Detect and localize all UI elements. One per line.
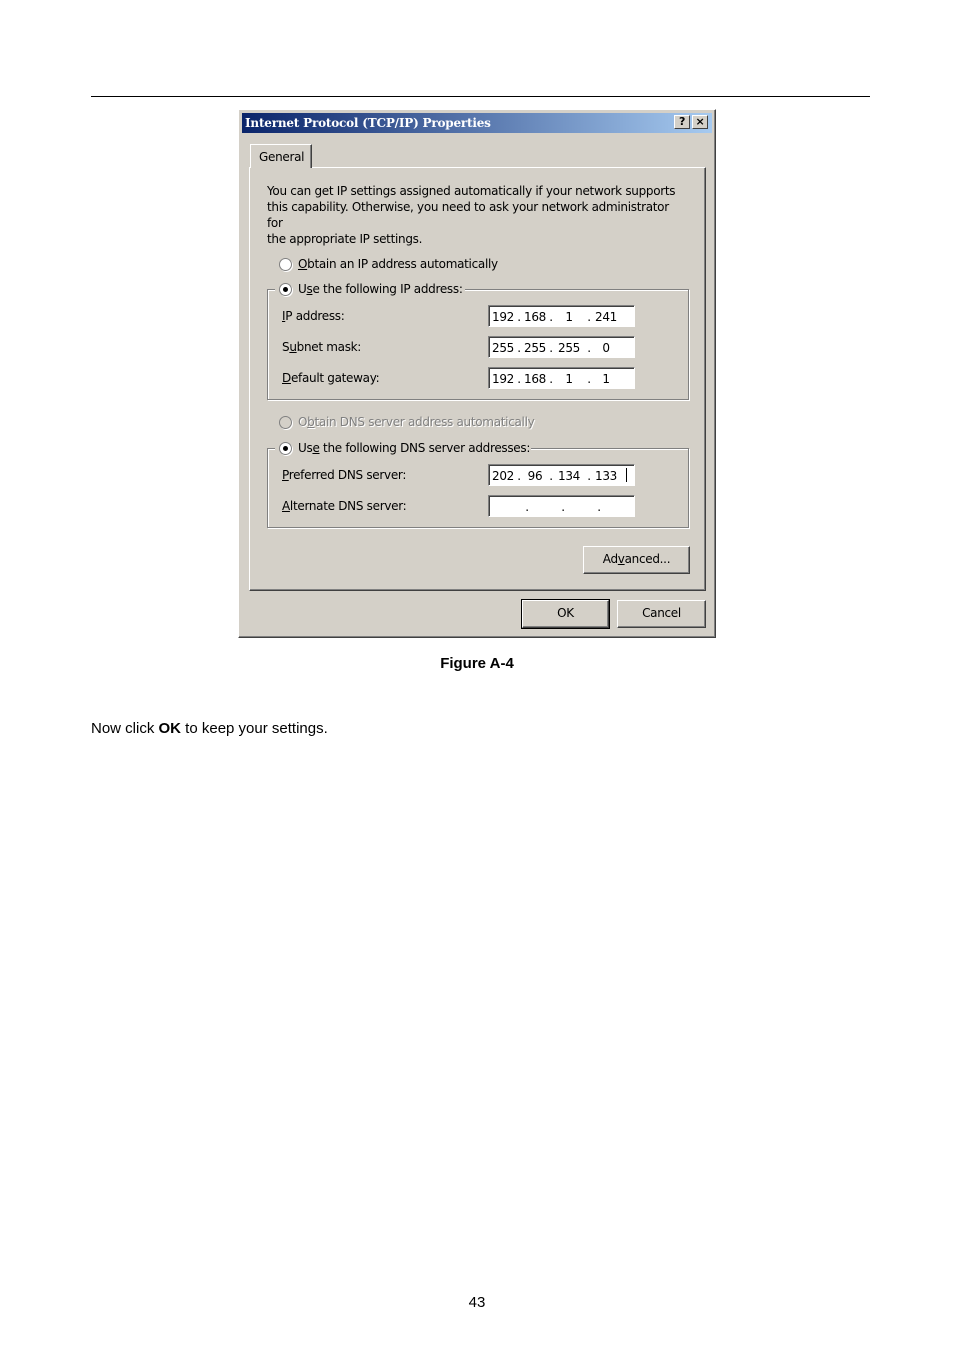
instruction-text: Now click OK to keep your settings. [91, 720, 328, 737]
mask-octet-2[interactable]: 255 [523, 341, 546, 355]
page-number: 43 [468, 1294, 486, 1311]
title-bar[interactable] [242, 113, 712, 133]
ip-address-input[interactable]: 192 . 168 . 1 . 241 [488, 305, 635, 327]
cancel-button[interactable]: Cancel [617, 600, 706, 628]
use-following-ip-label[interactable]: Use the following IP address: [298, 282, 463, 296]
pdns-octet-2[interactable]: 96 [527, 469, 543, 483]
default-gateway-label: Default gateway: [282, 371, 380, 385]
gateway-octet-4[interactable]: 1 [602, 372, 610, 386]
advanced-button[interactable]: Advanced... [583, 546, 690, 574]
subnet-mask-input[interactable]: 255 . 255 . 255 . 0 [488, 336, 635, 358]
tcpip-properties-dialog [238, 109, 716, 638]
tab-general-label: General [259, 150, 305, 164]
close-button[interactable]: × [692, 115, 708, 129]
use-following-dns-radio[interactable] [279, 442, 292, 455]
pdns-octet-1[interactable]: 202 [491, 469, 514, 483]
text-caret [626, 468, 627, 482]
tab-general[interactable] [250, 144, 312, 168]
gateway-octet-2[interactable]: 168 [523, 372, 546, 386]
dialog-title: Internet Protocol (TCP/IP) Properties [245, 116, 491, 130]
alternate-dns-input[interactable]: . . . [488, 495, 635, 517]
ip-octet-4[interactable]: 241 [594, 310, 617, 324]
pdns-octet-4[interactable]: 133 [594, 469, 617, 483]
gateway-octet-3[interactable]: 1 [565, 372, 573, 386]
use-following-dns-label[interactable]: Use the following DNS server addresses: [298, 441, 531, 455]
preferred-dns-label: Preferred DNS server: [282, 468, 407, 482]
alternate-dns-label: Alternate DNS server: [282, 499, 407, 513]
obtain-ip-auto-label[interactable]: Obtain an IP address automatically [298, 257, 498, 271]
general-tab-panel [249, 167, 706, 591]
ip-octet-2[interactable]: 168 [523, 310, 546, 324]
ok-button[interactable]: OK [522, 600, 609, 628]
obtain-dns-auto-radio[interactable] [279, 416, 292, 429]
mask-octet-1[interactable]: 255 [491, 341, 514, 355]
ip-octet-3[interactable]: 1 [565, 310, 573, 324]
ip-octet-1[interactable]: 192 [491, 310, 514, 324]
preferred-dns-input[interactable]: 202 . 96 . 134 . 133 [488, 464, 635, 486]
figure-caption: Figure A-4 [440, 655, 514, 672]
use-following-ip-radio[interactable] [279, 283, 292, 296]
obtain-ip-auto-radio[interactable] [279, 258, 292, 271]
pdns-octet-3[interactable]: 134 [557, 469, 580, 483]
mask-octet-3[interactable]: 255 [557, 341, 580, 355]
intro-text: You can get IP settings assigned automatically if your network supports this capability. Otherwise, you need to ask your network administrator for the appropriate IP settings. [267, 184, 676, 246]
subnet-mask-label: Subnet mask: [282, 340, 362, 354]
mask-octet-4[interactable]: 0 [602, 341, 610, 355]
ip-address-label: IP address: [282, 309, 345, 323]
gateway-octet-1[interactable]: 192 [491, 372, 514, 386]
help-button[interactable]: ? [674, 115, 690, 129]
header-rule [91, 96, 870, 97]
default-gateway-input[interactable]: 192 . 168 . 1 . 1 [488, 367, 635, 389]
obtain-dns-auto-label[interactable]: Obtain DNS server address automatically [298, 415, 535, 429]
